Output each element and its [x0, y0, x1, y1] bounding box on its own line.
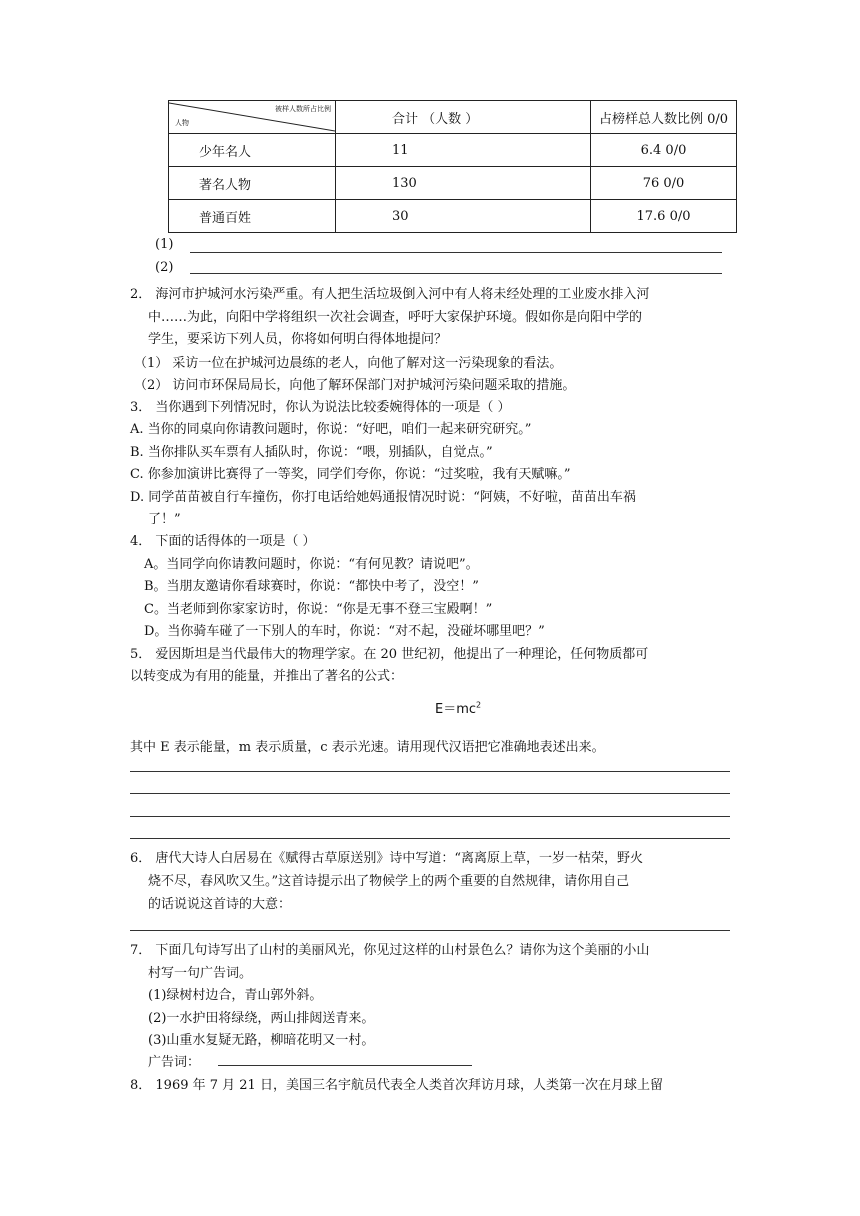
diagonal-header-cell — [169, 101, 336, 134]
header-bottom-label: 人物 — [175, 119, 189, 127]
q4-option-a: A。当同学向你请教问题时，你说：“有何见教？请说吧”。 — [144, 557, 479, 572]
q4-option-b: B。当朋友邀请你看球赛时，你说：“都快中考了，没空！” — [144, 579, 479, 594]
q2-line-2: 中……为此，向阳中学将组织一次社会调查，呼吁大家保护环境。假如你是向阳中学的 — [148, 310, 643, 325]
q3-option-b: B. 当你排队买车票有人插队时，你说：“喂，别插队，自觉点。” — [130, 445, 493, 460]
q5-line-3: 其中 E 表示能量，m 表示质量，c 表示光速。请用现代汉语把它准确地表述出来。 — [130, 740, 605, 755]
column-header-total: 合计 （人数 ） — [336, 101, 591, 134]
answer-label-2: (2) — [155, 260, 174, 275]
answer-line-2[interactable] — [190, 273, 722, 274]
row-count: 11 — [336, 134, 591, 167]
q2-sub-1: （1） 采访一位在护城河边晨练的老人，向他了解对这一污染现象的看法。 — [134, 356, 563, 371]
row-name: 著名人物 — [169, 167, 336, 200]
q5-answer-line-1[interactable] — [130, 771, 730, 772]
q3-stem: 3． 当你遇到下列情况时，你认为说法比较委婉得体的一项是（ ） — [130, 400, 511, 415]
q8-line-1: 8． 1969 年 7 月 21 日，美国三名宇航员代表全人类首次拜访月球，人类第一次在月球上留 — [130, 1078, 663, 1093]
q3-option-d: D. 同学苗苗被自行车撞伤，你打电话给她妈通报情况时说：“阿姨，不好啦，苗苗出车祸 — [130, 490, 636, 505]
formula-exponent: 2 — [476, 700, 482, 710]
row-count: 30 — [336, 200, 591, 233]
q7-poem-2: (2)一水护田将绿绕，两山排闼送青来。 — [148, 1011, 375, 1026]
formula-base: E＝mc — [435, 702, 477, 717]
table-row — [169, 200, 737, 233]
q5-answer-line-3[interactable] — [130, 816, 730, 817]
q4-option-c: C。当老师到你家家访时，你说：“你是无事不登三宝殿啊！” — [144, 602, 493, 617]
q5-answer-line-2[interactable] — [130, 793, 730, 794]
q7-line-1: 7． 下面几句诗写出了山村的美丽风光，你见过这样的山村景色么？请你为这个美丽的小山 — [130, 943, 650, 958]
q7-poem-1: (1)绿树村边合，青山郭外斜。 — [148, 988, 323, 1003]
row-count: 130 — [336, 167, 591, 200]
row-ratio: 17.6 0/0 — [591, 200, 737, 233]
q4-option-d: D。当你骑车碰了一下别人的车时，你说：“对不起，没碰坏哪里吧？” — [144, 624, 545, 639]
q7-poem-3: (3)山重水复疑无路，柳暗花明又一村。 — [148, 1033, 375, 1048]
row-ratio: 76 0/0 — [591, 167, 737, 200]
q3-option-d-cont: 了！” — [148, 512, 181, 527]
q3-option-a: A. 当你的同桌向你请教问题时，你说：“好吧，咱们一起来研究研究。” — [130, 422, 532, 437]
q2-line-3: 学生，要采访下列人员，你将如何明白得体地提问？ — [148, 332, 448, 347]
q3-option-c: C. 你参加演讲比赛得了一等奖，同学们夸你，你说：“过奖啦，我有天赋嘛。” — [130, 467, 571, 482]
q2-sub-2: （2） 访问市环保局局长，向他了解环保部门对护城河污染问题采取的措施。 — [134, 378, 576, 393]
q2-line-1: 2． 海河市护城河水污染严重。有人把生活垃圾倒入河中有人将未经处理的工业废水排入河 — [130, 287, 650, 302]
table-row — [169, 167, 737, 200]
table-row — [169, 134, 737, 167]
q5-answer-line-4[interactable] — [130, 838, 730, 839]
q6-answer-line[interactable] — [130, 930, 730, 931]
answer-label-1: (1) — [155, 237, 174, 252]
header-top-label: 被样人数所占比例 — [275, 105, 331, 113]
row-name: 普通百姓 — [169, 200, 336, 233]
column-header-ratio: 占榜样总人数比例 0/0 — [591, 101, 737, 134]
q7-ad-answer-line[interactable] — [218, 1065, 472, 1066]
q7-ad-label: 广告词： — [148, 1055, 201, 1070]
statistics-table — [168, 100, 737, 233]
q5-line-1: 5． 爱因斯坦是当代最伟大的物理学家。在 20 世纪初，他提出了一种理论，任何物质都可 — [130, 647, 649, 662]
q6-line-2: 烧不尽，春风吹又生。”这首诗提示出了物候学上的两个重要的自然规律，请你用自己 — [148, 874, 630, 889]
q7-line-2: 村写一句广告词。 — [148, 966, 253, 981]
row-name: 少年名人 — [169, 134, 336, 167]
table-header-row — [169, 101, 737, 134]
row-ratio: 6.4 0/0 — [591, 134, 737, 167]
answer-line-1[interactable] — [190, 252, 722, 253]
q6-line-1: 6． 唐代大诗人白居易在《赋得古草原送别》诗中写道：“离离原上草，一岁一枯荣，野火 — [130, 851, 644, 866]
q5-line-2: 以转变成为有用的能量，并推出了著名的公式： — [130, 669, 404, 684]
q6-line-3: 的话说说这首诗的大意： — [148, 897, 292, 912]
einstein-formula — [435, 698, 481, 717]
q4-stem: 4． 下面的话得体的一项是（ ） — [130, 534, 316, 549]
